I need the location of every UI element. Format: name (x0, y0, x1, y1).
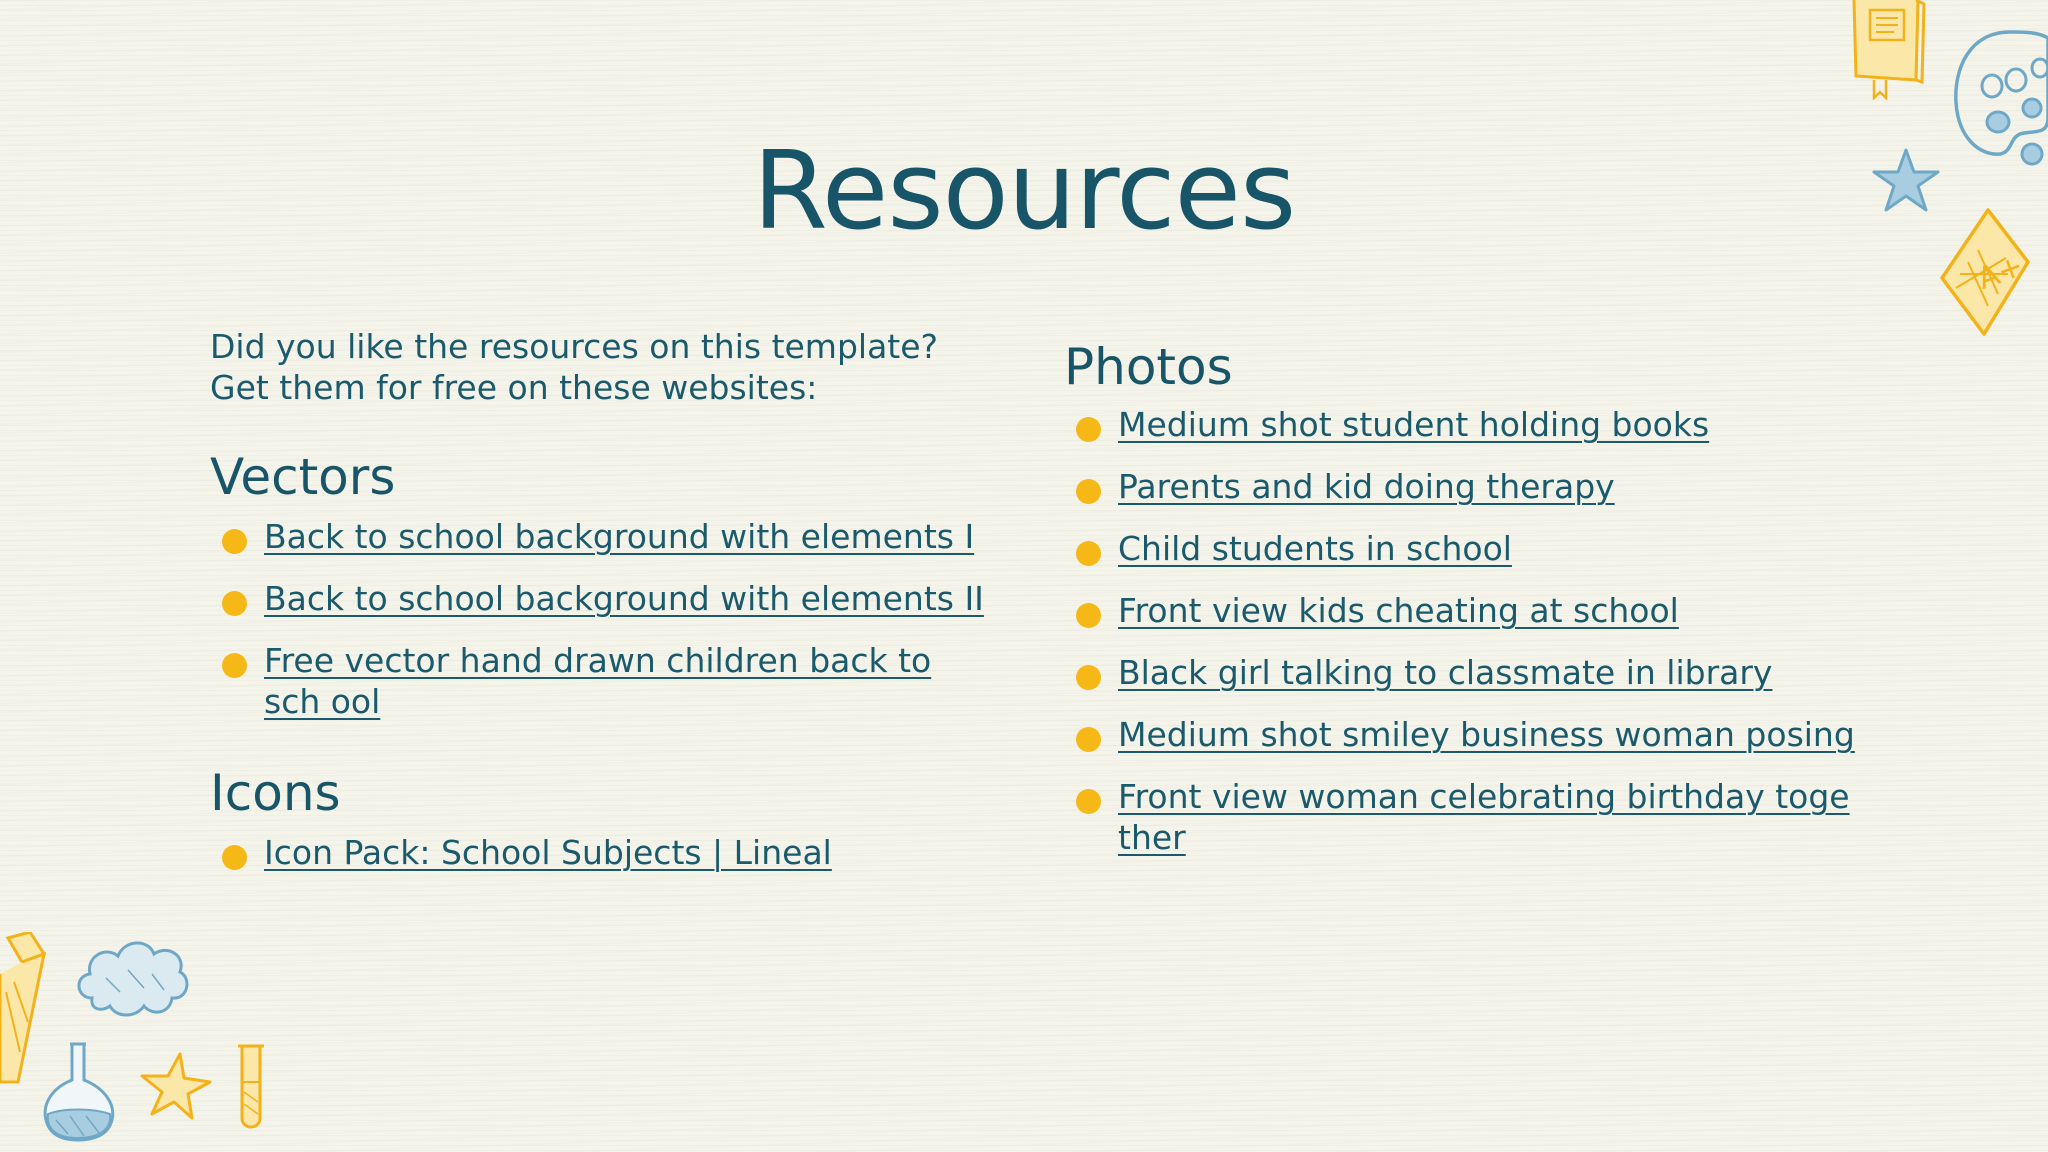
list-item (1064, 466, 1884, 507)
bullet-dot (1076, 417, 1101, 442)
icons-heading: Icons (210, 764, 341, 822)
list-item (1064, 652, 1884, 693)
list-item (1064, 528, 1884, 569)
palette-doodle-icon (1950, 28, 2048, 178)
cloud-doodle-icon (72, 934, 192, 1020)
bullet-dot (1076, 603, 1101, 628)
list-item (1064, 404, 1884, 445)
photos-link-list (1064, 404, 1884, 858)
list-item (210, 516, 1000, 557)
bullet-dot (222, 529, 247, 554)
bullet-dot (222, 591, 247, 616)
bullet-dot (222, 653, 247, 678)
intro-text: Did you like the resources on this template? Get them for free on these websites: (210, 327, 939, 407)
flask-doodle-icon (40, 1040, 116, 1142)
vectors-heading: Vectors (210, 448, 396, 506)
list-item (210, 832, 1000, 873)
slide-title: Resources (752, 129, 1296, 254)
icons-link-list (210, 832, 1000, 873)
photo-link-4[interactable]: Front view kids cheating at school (1118, 591, 1679, 630)
star-doodle-icon (1872, 148, 1940, 214)
list-item (1064, 776, 1878, 858)
bullet-dot (1076, 479, 1101, 504)
notebook-doodle-icon (1846, 0, 1928, 100)
icon-pack-link[interactable]: Icon Pack: School Subjects | Lineal (264, 833, 832, 872)
bullet-dot (1076, 789, 1101, 814)
bullet-dot (1076, 541, 1101, 566)
list-item (1064, 714, 1884, 755)
vector-link-1[interactable]: Back to school background with elements I (264, 517, 975, 556)
photo-link-1[interactable]: Medium shot student holding books (1118, 405, 1710, 444)
photo-link-3[interactable]: Child students in school (1118, 529, 1512, 568)
grade-card-doodle-icon (1938, 206, 2030, 336)
star-doodle-icon (140, 1052, 212, 1120)
list-item (1064, 590, 1884, 631)
bullet-dot (1076, 665, 1101, 690)
list-item (210, 640, 984, 722)
photo-link-5[interactable]: Black girl talking to classmate in library (1118, 653, 1773, 692)
photos-heading: Photos (1064, 338, 1233, 396)
photo-link-7[interactable]: Front view woman celebrating birthday toge ther (1118, 777, 1850, 857)
vector-link-3[interactable]: Free vector hand drawn children back to sch ool (264, 641, 932, 721)
left-column (210, 326, 1000, 894)
svg-text:A+: A+ (1973, 248, 2029, 297)
photo-link-2[interactable]: Parents and kid doing therapy (1118, 467, 1615, 506)
vector-link-2[interactable]: Back to school background with elements II (264, 579, 984, 618)
photo-link-6[interactable]: Medium shot smiley business woman posing (1118, 715, 1855, 754)
list-item (210, 578, 1000, 619)
bullet-dot (1076, 727, 1101, 752)
bullet-dot (222, 845, 247, 870)
right-column (1064, 336, 1884, 879)
vectors-link-list (210, 516, 1000, 722)
test-tube-doodle-icon (234, 1042, 268, 1132)
